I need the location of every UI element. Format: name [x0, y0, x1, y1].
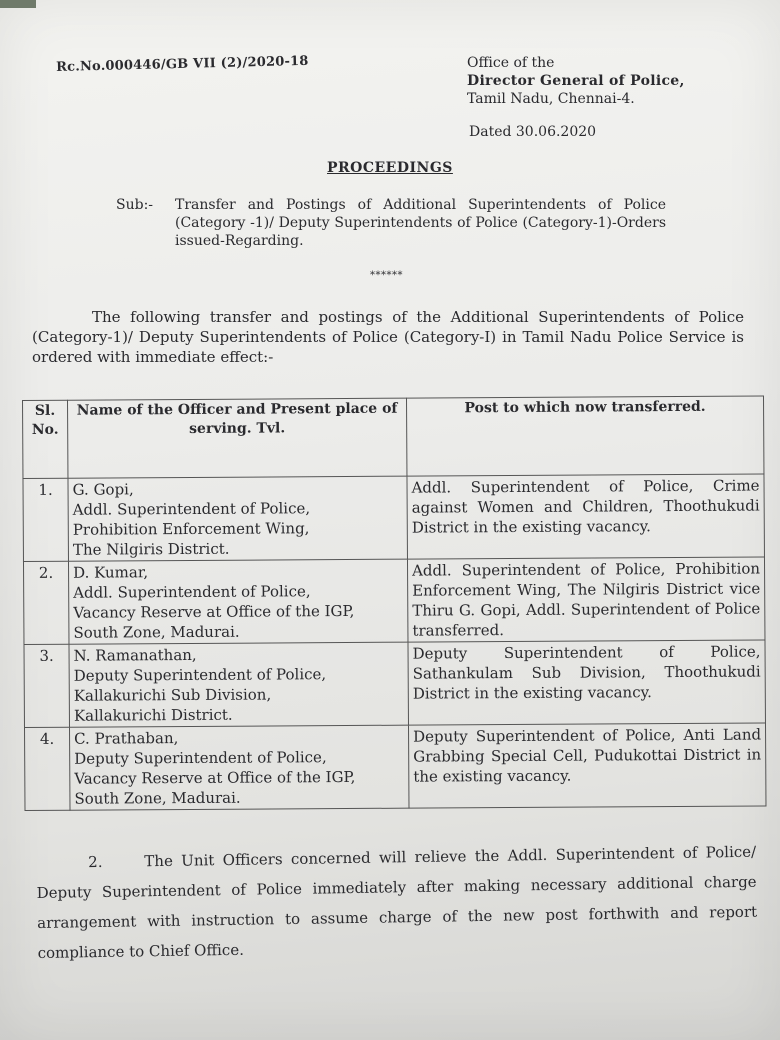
office-line-3: Tamil Nadu, Chennai-4. — [467, 91, 635, 107]
present-line: Vacancy Reserve at Office of the IGP, — [73, 601, 355, 622]
row-officer — [68, 559, 408, 644]
table-row — [25, 723, 766, 811]
subject-text: Transfer and Postings of Additional Superintendents of Police (Category -1)/ Deputy Superintendents of Police (Category-1)-Orders issued-Regarding. — [175, 197, 666, 249]
officer-name: N. Ramanathan, — [73, 645, 197, 665]
header-post: Post to which now transferred. — [406, 396, 763, 476]
row-post: Addl. Superintendent of Police, Prohibition Enforcement Wing, The Nilgiris District vice Thiru G. Gopi, Addl. Superintendent of Police transferred. — [407, 557, 765, 642]
office-line-1: Office of the — [467, 55, 555, 71]
row-sl: 3. — [24, 644, 70, 727]
row-post: Deputy Superintendent of Police, Sathankulam Sub Division, Thoothukudi District in the existing vacancy. — [408, 640, 766, 725]
office-line-2: Director General of Police, — [467, 73, 685, 89]
page-title: PROCEEDINGS — [327, 160, 453, 176]
present-line: Kallakurichi Sub Division, — [73, 685, 272, 705]
row-officer — [69, 725, 409, 810]
table-header-row — [23, 396, 764, 479]
office-address — [467, 54, 685, 108]
row-officer — [68, 476, 408, 561]
row-officer — [69, 642, 409, 727]
present-line: The Nilgiris District. — [72, 539, 230, 559]
intro-paragraph: The following transfer and postings of the Additional Superintendents of Police (Category-1)/ Deputy Superintendents of Police (Category-I) in Tamil Nadu Police Service is ordered with immediate effect:- — [32, 308, 744, 366]
row-sl: 4. — [25, 727, 71, 810]
present-line: South Zone, Madurai. — [73, 622, 240, 642]
officer-name: D. Kumar, — [73, 563, 149, 582]
background-corner — [0, 0, 36, 8]
present-line: Addl. Superintendent of Police, — [72, 499, 311, 519]
table-row — [23, 557, 764, 645]
table-row — [24, 640, 765, 728]
paragraph-number: 2. — [88, 852, 103, 872]
row-sl: 1. — [23, 478, 69, 561]
present-line: Deputy Superintendent of Police, — [74, 748, 327, 768]
date-line: Dated 30.06.2020 — [469, 124, 597, 140]
row-post: Deputy Superintendent of Police, Anti Land Grabbing Special Cell, Pudukottai District in the existing vacancy. — [408, 723, 766, 808]
subject-label: Sub:- — [116, 197, 154, 213]
present-line: Vacancy Reserve at Office of the IGP, — [74, 767, 356, 788]
paragraph-2 — [36, 837, 758, 968]
officer-name: G. Gopi, — [72, 480, 134, 499]
transfer-table — [22, 395, 766, 811]
row-sl: 2. — [23, 561, 69, 644]
table-row — [23, 474, 764, 562]
officer-name: C. Prathaban, — [74, 729, 179, 748]
subject-block — [116, 196, 666, 250]
present-line: Kallakurichi District. — [73, 705, 233, 725]
paragraph-text: The Unit Officers concerned will relieve the Addl. Superintendent of Police/ Deputy Superintendent of Police immediately after making necessary additional charge arrangement with instruction to assume charge of the new post forthwith and report compliance to Chief Office. — [36, 842, 758, 962]
present-line: South Zone, Madurai. — [74, 788, 241, 808]
header-sl-no: Sl. No. — [23, 400, 68, 478]
present-line: Addl. Superintendent of Police, — [73, 582, 311, 602]
separator-stars: ****** — [370, 270, 403, 281]
reference-number: Rc.No.000446/GB VII (2)/2020-18 — [56, 53, 309, 75]
present-line: Prohibition Enforcement Wing, — [72, 519, 310, 539]
present-line: Deputy Superintendent of Police, — [73, 665, 327, 685]
header-officer-name: Name of the Officer and Present place of serving. Tvl. — [68, 398, 407, 478]
row-post: Addl. Superintendent of Police, Crime against Women and Children, Thoothukudi District in the existing vacancy. — [407, 474, 765, 559]
